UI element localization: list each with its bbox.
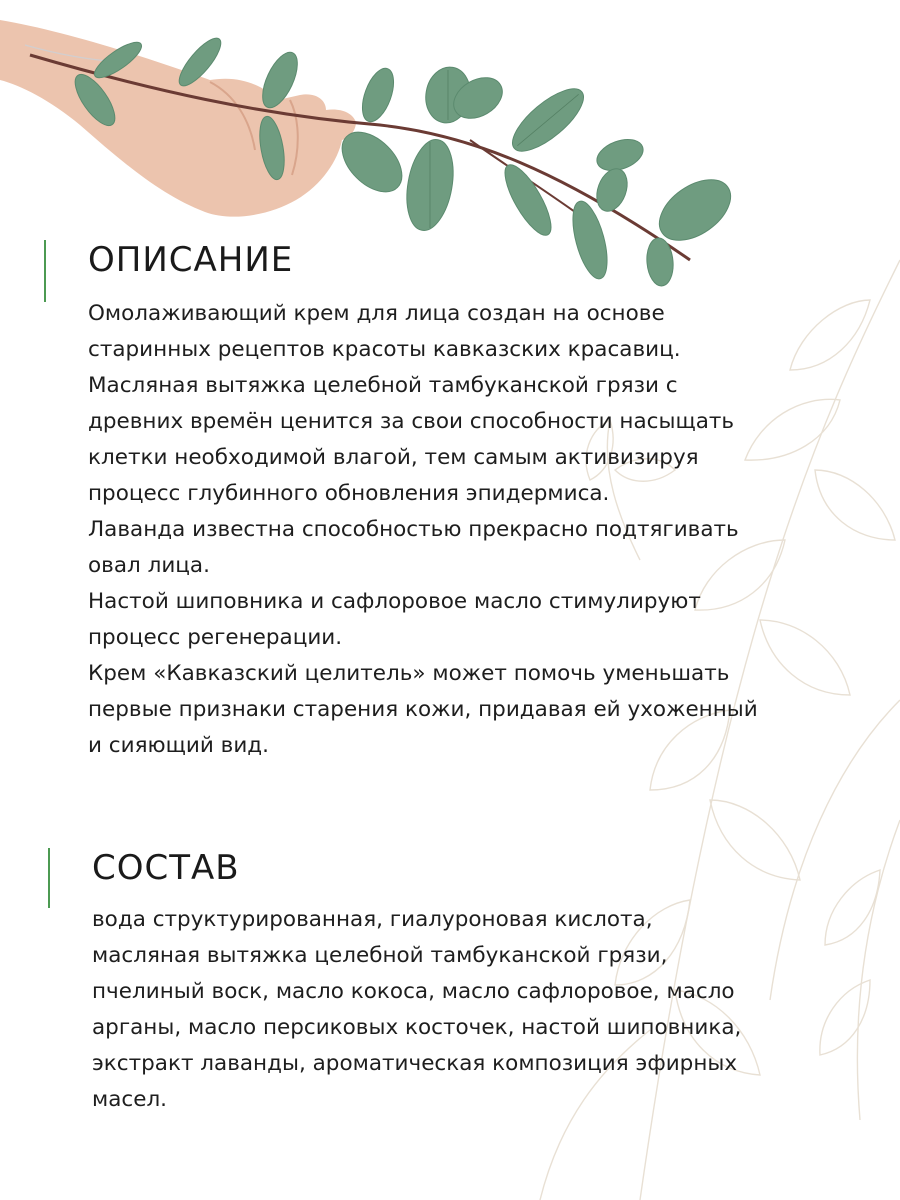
description-line: Настой шиповника и сафлоровое масло стимулируют — [88, 589, 701, 614]
description-line: Крем «Кавказский целитель» может помочь уменьшать — [88, 661, 730, 686]
section-accent-rule — [44, 240, 46, 302]
composition-heading: СОСТАВ — [92, 848, 240, 888]
composition-text — [92, 902, 741, 1118]
description-line: овал лица. — [88, 553, 210, 578]
composition-line: арганы, масло персиковых косточек, настой шиповника, — [92, 1015, 742, 1040]
description-line: процесс глубинного обновления эпидермиса. — [88, 481, 610, 506]
description-line: Лаванда известна способностью прекрасно подтягивать — [88, 517, 739, 542]
description-line: процесс регенерации. — [88, 625, 343, 650]
description-line: первые признаки старения кожи, придавая ей ухоженный — [88, 697, 758, 722]
description-line: Омолаживающий крем для лица создан на основе — [88, 301, 665, 326]
composition-line: масляная вытяжка целебной тамбуканской грязи, — [92, 943, 668, 968]
composition-line: пчелиный воск, масло кокоса, масло сафлоровое, масло — [92, 979, 735, 1004]
description-heading: ОПИСАНИЕ — [88, 240, 294, 280]
description-line: клетки необходимой влагой, тем самым активизируя — [88, 445, 699, 470]
description-line: древних времён ценится за свои способности насыщать — [88, 409, 735, 434]
description-line: Масляная вытяжка целебной тамбуканской грязи с — [88, 373, 678, 398]
description-line: старинных рецептов красоты кавказских красавиц. — [88, 337, 681, 362]
composition-line: вода структурированная, гиалуроновая кислота, — [92, 907, 653, 932]
section-accent-rule — [48, 848, 50, 908]
composition-line: масел. — [92, 1087, 168, 1112]
composition-line: экстракт лаванды, ароматическая композиция эфирных — [92, 1051, 738, 1076]
description-line: и сияющий вид. — [88, 733, 270, 758]
description-text — [88, 296, 758, 764]
